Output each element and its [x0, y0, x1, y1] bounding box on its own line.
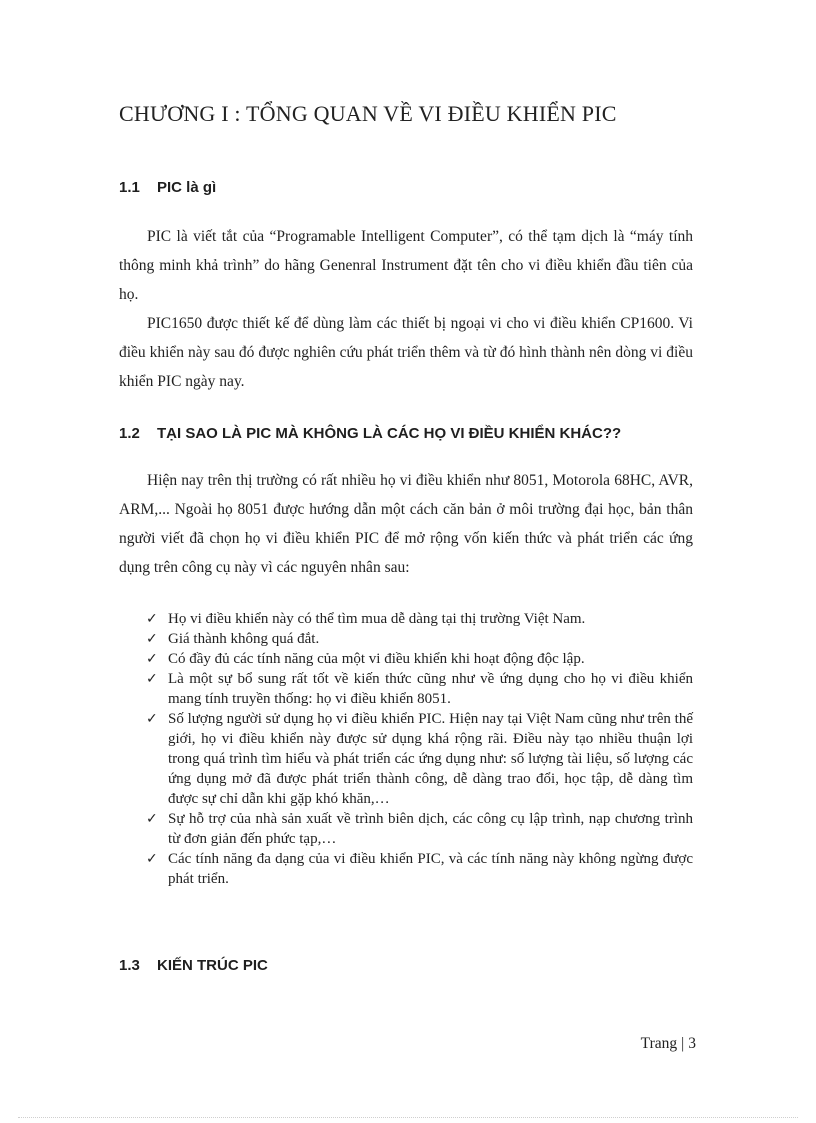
check-mark-icon: ✓ — [146, 671, 158, 687]
chapter-title: CHƯƠNG I : TỔNG QUAN VỀ VI ĐIỀU KHIỂN PIC — [119, 101, 617, 126]
section-number: 1.2 — [119, 425, 140, 442]
check-mark-icon: ✓ — [146, 631, 158, 647]
page-number: 3 — [688, 1035, 696, 1052]
list-item-text: Giá thành không quá đắt. — [168, 631, 320, 647]
list-item-text: Là một sự bổ sung rất tốt về kiến thức cũng như về ứng dụng cho họ vi điều khiển mang tính truyền thống: họ vi điều khiển 8051. — [168, 671, 693, 707]
list-item — [146, 649, 693, 669]
check-mark-icon: ✓ — [146, 811, 158, 827]
check-mark-icon: ✓ — [146, 711, 158, 727]
section-heading-1-1 — [119, 179, 719, 196]
list-item — [146, 669, 693, 709]
reasons-list — [146, 609, 693, 889]
list-item — [146, 849, 693, 889]
list-item-text: Các tính năng đa dạng của vi điều khiển PIC, và các tính năng này không ngừng được phát triển. — [168, 851, 693, 887]
check-mark-icon: ✓ — [146, 611, 158, 627]
section-number: 1.3 — [119, 957, 140, 974]
footer-separator: | — [681, 1035, 685, 1052]
section-title: KIẾN TRÚC PIC — [157, 957, 268, 974]
footer-label: Trang — [640, 1035, 678, 1052]
list-item — [146, 609, 693, 629]
section-title: TẠI SAO LÀ PIC MÀ KHÔNG LÀ CÁC HỌ VI ĐIỀU KHIỂN KHÁC?? — [157, 425, 622, 442]
paragraph-why-pic: Hiện nay trên thị trường có rất nhiều họ vi điều khiển như 8051, Motorola 68HC, AVR, ARM,... Ngoài họ 8051 được hướng dẫn một cách căn bản ở môi trường đại học, bản thân người viết đã chọn họ vi điều khiển PIC để mở rộng vốn kiến thức và phát triển các ứng dụng trên công cụ này vì các nguyên nhân sau: — [119, 472, 693, 576]
check-mark-icon: ✓ — [146, 651, 158, 667]
section-number: 1.1 — [119, 179, 140, 196]
page-bottom-divider — [18, 1117, 798, 1118]
list-item — [146, 709, 693, 809]
page-footer — [641, 1035, 696, 1053]
list-item-text: Số lượng người sử dụng họ vi điều khiển PIC. Hiện nay tại Việt Nam cũng như trên thế giới, họ vi điều khiển này được sử dụng khá rộng rãi. Điều này tạo nhiều thuận lợi trong quá trình tìm hiểu và phát triển các ứng dụng như: số lượng tài liệu, số lượng các ứng dụng mở đã được phát triển thành công, dễ dàng trao đổi, học tập, dễ dàng tìm được sự chỉ dẫn khi gặp khó khăn,… — [168, 711, 693, 807]
section-heading-1-3 — [119, 957, 719, 974]
list-item — [146, 629, 693, 649]
list-item — [146, 809, 693, 849]
paragraph-pic-definition: PIC là viết tắt của “Programable Intelligent Computer”, có thể tạm dịch là “máy tính thông minh khả trình” do hãng Genenral Instrument đặt tên cho vi điều khiển đầu tiên của họ. — [119, 228, 693, 303]
paragraph-pic1650-history: PIC1650 được thiết kế để dùng làm các thiết bị ngoại vi cho vi điều khiển CP1600. Vi điều khiển này sau đó được nghiên cứu phát triển thêm và từ đó hình thành nên dòng vi điều khiển PIC ngày nay. — [119, 315, 693, 390]
section-title: PIC là gì — [157, 179, 217, 196]
list-item-text: Có đầy đủ các tính năng của một vi điều khiển khi hoạt động độc lập. — [168, 651, 585, 667]
section-heading-1-2 — [119, 425, 719, 442]
list-item-text: Sự hỗ trợ của nhà sản xuất về trình biên dịch, các công cụ lập trình, nạp chương trình từ đơn giản đến phức tạp,… — [168, 811, 693, 847]
check-mark-icon: ✓ — [146, 851, 158, 867]
list-item-text: Họ vi điều khiển này có thể tìm mua dễ dàng tại thị trường Việt Nam. — [168, 611, 586, 627]
